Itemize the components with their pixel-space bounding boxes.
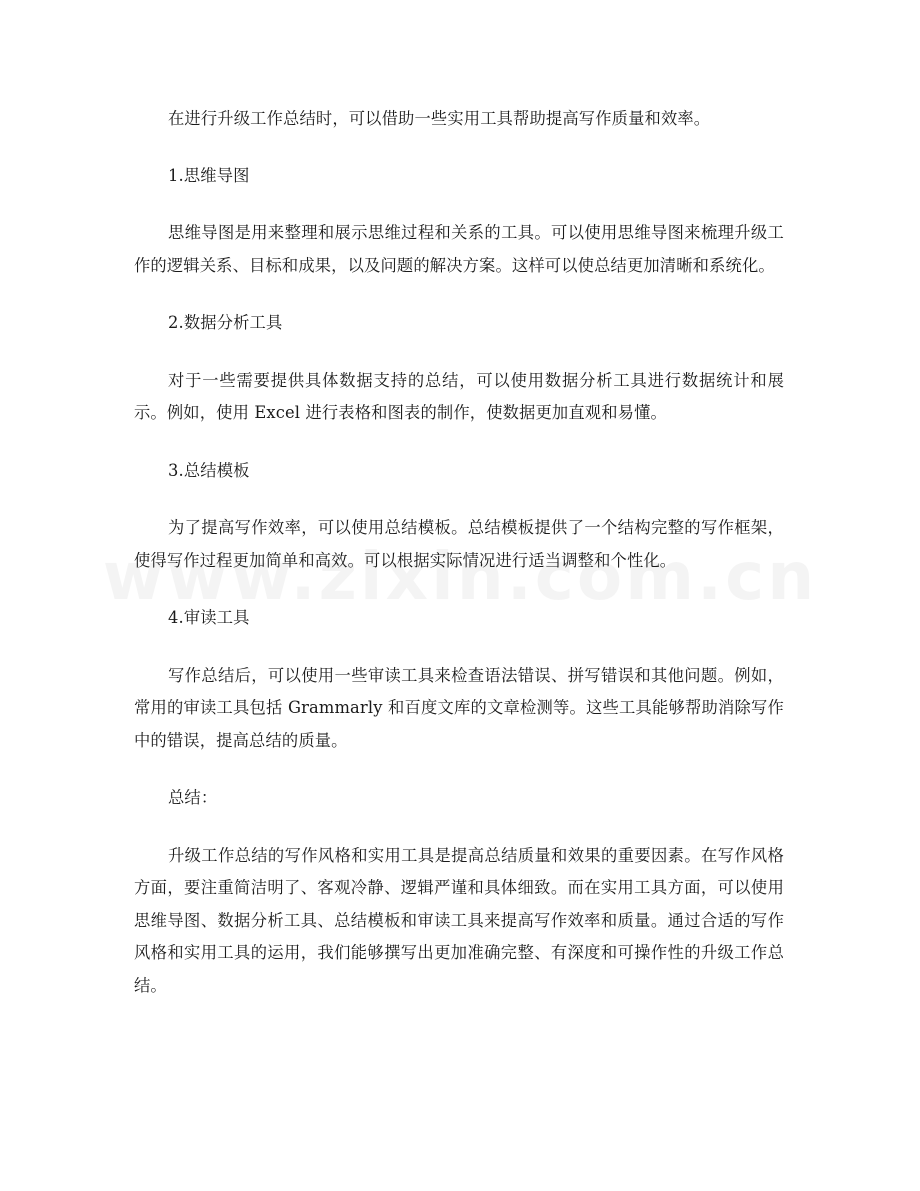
section-heading-review-tools: 4.审读工具 [168,608,250,627]
summary-body: 升级工作总结的写作风格和实用工具是提高总结质量和效果的重要因素。在写作风格方面，要注重简洁明了、客观冷静、逻辑严谨和具体细致。而在实用工具方面，可以使用思维导图、数据分析工具、总结模板和审读工具来提高写作效率和质量。通过合适的写作风格和实用工具的运用，我们能够撰写出更加准确完整、有深度和可操作性的升级工作总结。 [134,845,784,995]
section-heading-template: 3.总结模板 [168,460,250,480]
intro-paragraph: 在进行升级工作总结时，可以借助一些实用工具帮助提高写作质量和效率。 [168,109,711,128]
section-body-template: 为了提高写作效率，可以使用总结模板。总结模板提供了一个结构完整的写作框架，使得写作过程更加简单和高效。可以根据实际情况进行适当调整和个性化。 [134,518,784,570]
section-heading-mind-map: 1.思维导图 [168,165,250,185]
section-body-review-tools: 写作总结后，可以使用一些审读工具来检查语法错误、拼写错误和其他问题。例如，常用的审读工具包括 Grammarly 和百度文库的文章检测等。这些工具能够帮助消除写作中的错误，提高总结的质量。 [134,665,784,750]
summary-heading: 总结： [168,788,218,807]
document-body [134,103,784,1002]
section-body-mind-map: 思维导图是用来整理和展示思维过程和关系的工具。可以使用思维导图来梳理升级工作的逻辑关系、目标和成果，以及问题的解决方案。这样可以使总结更加清晰和系统化。 [134,223,784,275]
section-heading-data-analysis: 2.数据分析工具 [168,313,283,332]
section-body-data-analysis: 对于一些需要提供具体数据支持的总结，可以使用数据分析工具进行数据统计和展示。例如，使用 Excel 进行表格和图表的制作，使数据更加直观和易懂。 [134,370,784,422]
